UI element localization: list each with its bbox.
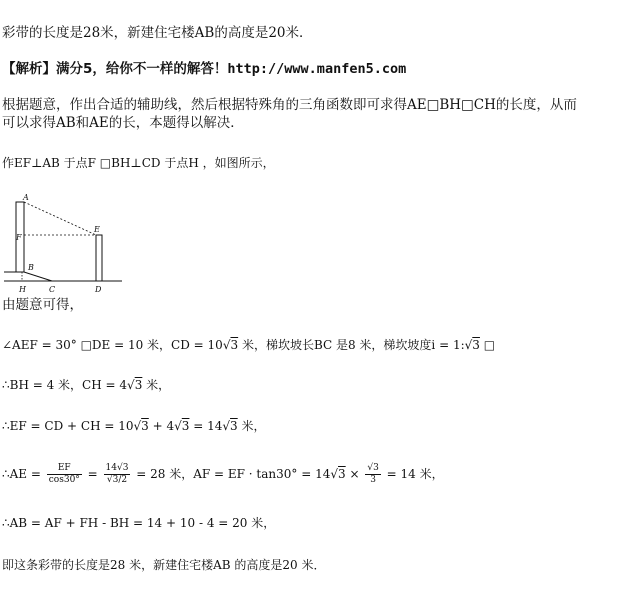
geometry-figure: [4, 190, 134, 300]
bh-text1: ∴BH = 4 米，CH = 4: [2, 378, 128, 392]
construction-line: 作EF⊥AB 于点F □BH⊥CD 于点H ，如图所示，: [2, 156, 275, 170]
given-text2: 米，梯坎坡长BC 是8 米，梯坎坡度i = 1:: [238, 338, 465, 352]
given-intro: 由题意可得，: [2, 297, 83, 313]
analysis-paragraph-line1: 根据题意，作出合适的辅助线，然后根据特殊角的三角函数即可求得AE□BH□CH的长度，从而: [2, 97, 577, 113]
ef-rad1: 3: [141, 419, 149, 433]
label-h: H: [19, 285, 26, 294]
score-text: 满分5，给你不一样的解答！: [56, 61, 228, 77]
label-b: B: [28, 263, 34, 272]
frac3-den: 3: [370, 475, 376, 485]
sqrt-sign: √: [133, 419, 142, 433]
given-rad2: 3: [472, 338, 480, 352]
label-e: E: [94, 225, 100, 234]
frac3-num: √3: [367, 463, 379, 473]
label-c: C: [49, 285, 56, 294]
sqrt-sign: √: [174, 419, 182, 433]
ef-text4: 米，: [237, 419, 266, 433]
ae-times: ×: [345, 467, 364, 481]
sqrt-sign: √: [222, 338, 231, 352]
bh-line: [2, 376, 170, 394]
ef-text1: ∴EF = CD + CH = 10: [2, 419, 134, 433]
bh-rad1: 3: [134, 378, 143, 392]
ae-rad1: 3: [338, 467, 346, 481]
analysis-bracket-label: 【解析】: [2, 61, 56, 77]
intro-line: 彩带的长度是28米，新建住宅楼AB的高度是20米．: [2, 25, 313, 41]
ae-suffix: = 14 米，: [386, 467, 444, 481]
fraction-ef-cos30: [47, 463, 82, 486]
label-d: D: [95, 285, 102, 294]
ef-rad3: 3: [230, 419, 238, 433]
fraction-root3-over-3: [365, 463, 380, 486]
ef-rad2: 3: [181, 419, 190, 433]
ae-eq2: = 28 米，AF = EF · tan30° = 14: [136, 467, 331, 481]
ae-eq1: =: [87, 467, 98, 481]
frac2-den: √3/2: [106, 475, 128, 485]
dashed-ae: [24, 202, 96, 235]
sqrt-sign: √: [464, 338, 473, 352]
ab-line: ∴AB = AF + FH - BH = 14 + 10 - 4 = 20 米，: [2, 516, 276, 530]
sqrt-sign: √: [330, 467, 339, 481]
ef-line: [2, 417, 266, 435]
frac1-num: EF: [47, 463, 82, 475]
sqrt-sign: √: [222, 419, 231, 433]
given-rad1: 3: [230, 338, 239, 352]
ef-text3: = 14: [189, 419, 223, 433]
analysis-paragraph-line2: 可以求得AB和AE的长，本题得以解决．: [2, 115, 244, 131]
label-a: A: [23, 193, 29, 202]
label-f: F: [16, 233, 22, 242]
slope-bc: [4, 272, 52, 281]
given-text3: □: [479, 338, 496, 352]
site-url: http://www.manfen5.com: [227, 61, 407, 77]
bh-text2: 米，: [142, 378, 171, 392]
frac1-den: cos30°: [48, 475, 80, 485]
given-text1: ∠AEF = 30° □DE = 10 米，CD = 10: [2, 338, 223, 352]
ae-line: [2, 458, 444, 490]
building-de: [96, 235, 102, 281]
ae-prefix: ∴AE =: [2, 467, 41, 481]
fraction-14root3-over-root3-half: [104, 463, 131, 486]
sqrt-sign: √: [127, 378, 135, 392]
conclusion-line: 即这条彩带的长度是28 米，新建住宅楼AB 的高度是20 米．: [2, 558, 326, 572]
analysis-header: [2, 60, 406, 78]
given-line: [2, 336, 495, 354]
ef-text2: + 4: [148, 419, 175, 433]
frac2-num: 14√3: [105, 463, 129, 473]
